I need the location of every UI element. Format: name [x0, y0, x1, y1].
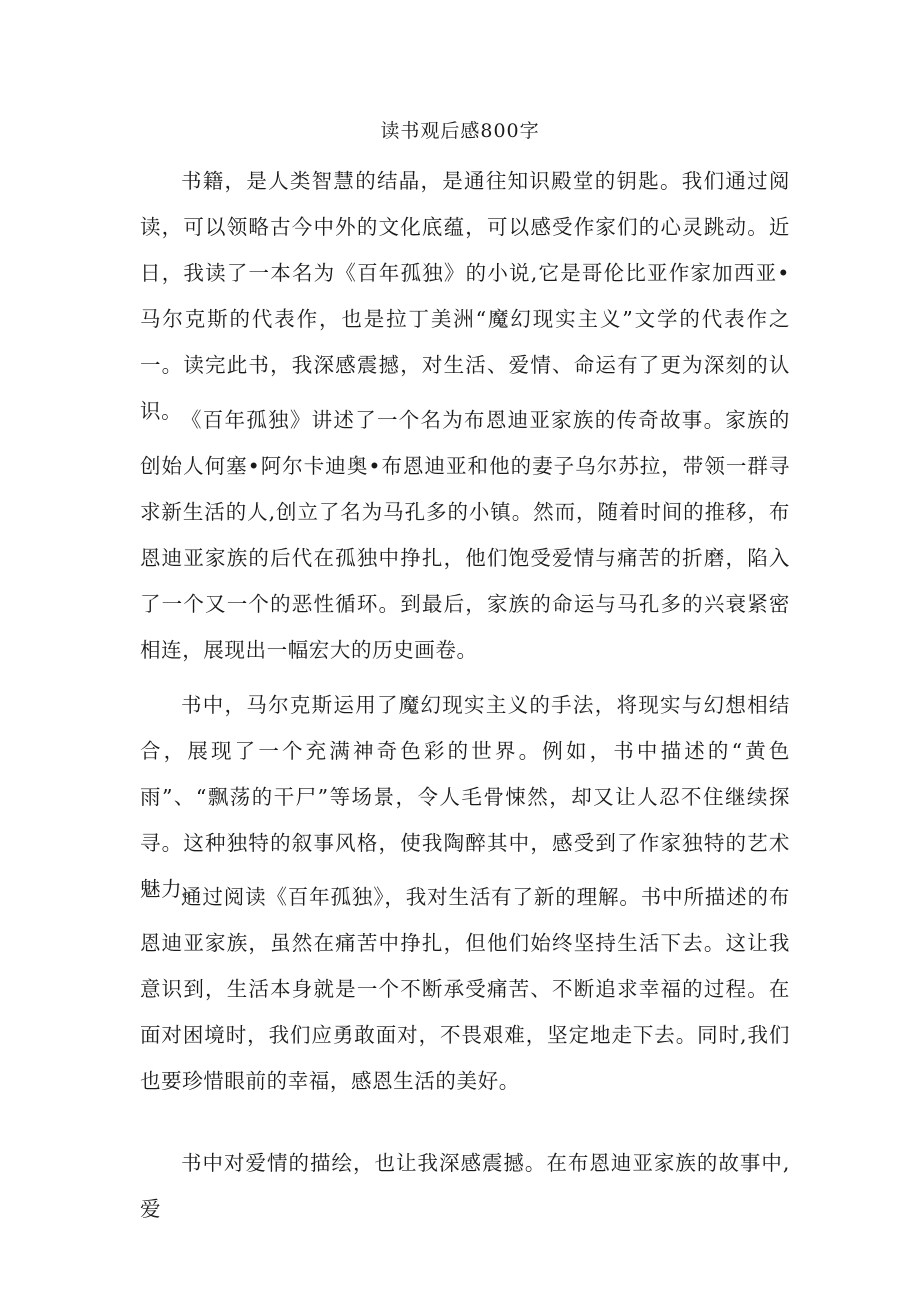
document-title: 读书观后感800字	[380, 120, 540, 142]
paragraph-intro: 书籍，是人类智慧的结晶，是通往知识殿堂的钥匙。我们通过阅读，可以领略古今中外的文化底蕴，可以感受作家们的心灵跳动。近日，我读了一本名为《百年孤独》的小说,它是哥伦比亚作家加西亚•马尔克斯的代表作，也是拉丁美洲“魔幻现实主义”文学的代表作之一。读完此书，我深感震撼，对生活、爱情、命运有了更为深刻的认识。	[140, 169, 790, 423]
paragraph-love: 书中对爱情的描绘，也让我深感震撼。在布恩迪亚家族的故事中,爱	[140, 1151, 790, 1221]
paragraph-plot-summary: 《百年孤独》讲述了一个名为布恩迪亚家族的传奇故事。家族的创始人何塞•阿尔卡迪奥•布恩迪亚和他的妻子乌尔苏拉，带领一群寻求新生活的人,创立了名为马孔多的小镇。然而，随着时间的推移，布恩迪亚家族的后代在孤独中挣扎，他们饱受爱情与痛苦的折磨，陷入了一个又一个的恶性循环。到最后，家族的命运与马孔多的兴衰紧密相连，展现出一幅宏大的历史画卷。	[140, 408, 790, 662]
paragraph-magic-realism: 书中，马尔克斯运用了魔幻现实主义的手法，将现实与幻想相结合，展现了一个充满神奇色彩的世界。例如，书中描述的“黄色雨”、“飘荡的干尸”等场景，令人毛骨悚然，却又让人忍不住继续探寻。这种独特的叙事风格，使我陶醉其中，感受到了作家独特的艺术魅力。	[140, 693, 790, 901]
paragraph-life-reflection: 通过阅读《百年孤独》，我对生活有了新的理解。书中所描述的布恩迪亚家族，虽然在痛苦中挣扎，但他们始终坚持生活下去。这让我意识到，生活本身就是一个不断承受痛苦、不断追求幸福的过程。在面对困境时，我们应勇敢面对，不畏艰难，坚定地走下去。同时,我们也要珍惜眼前的幸福，感恩生活的美好。	[140, 885, 790, 1093]
